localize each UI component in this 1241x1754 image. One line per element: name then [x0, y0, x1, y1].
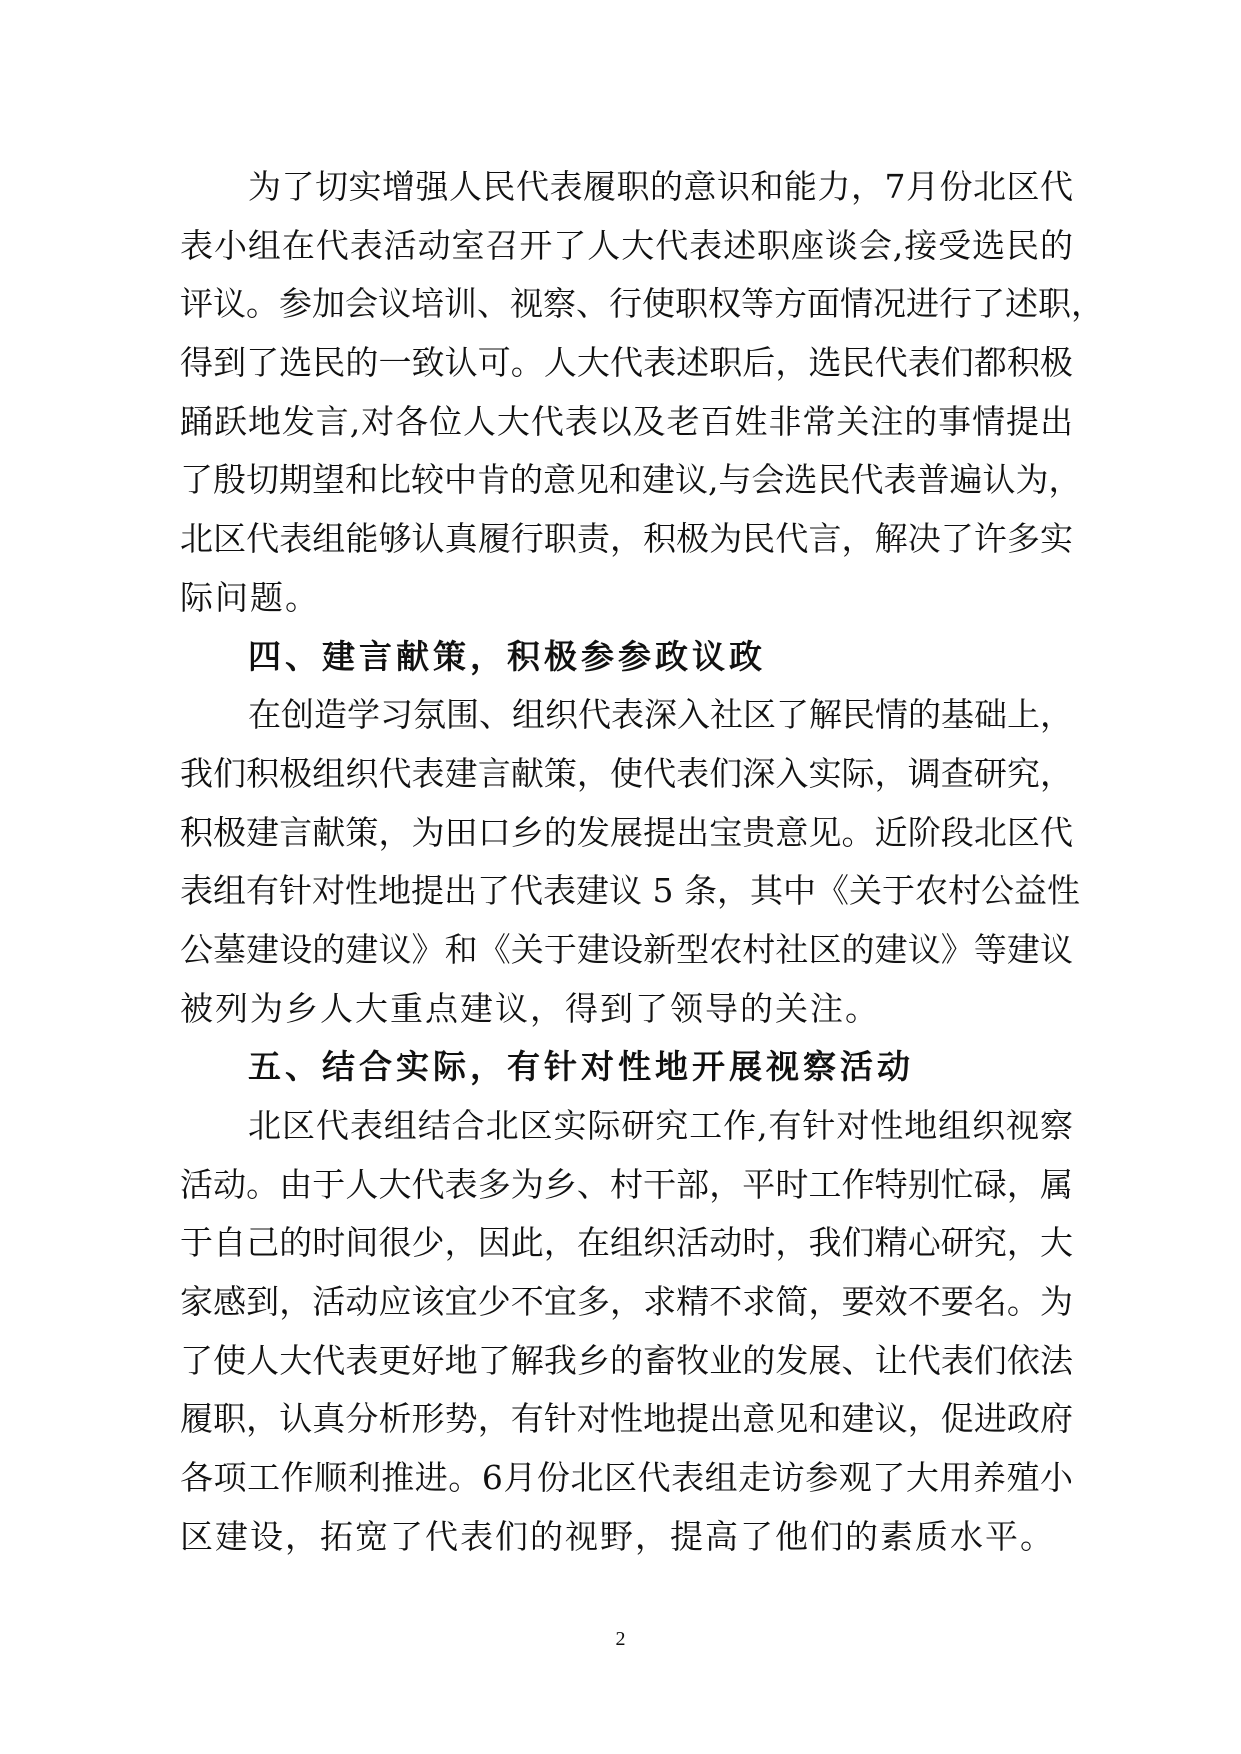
paragraph-line: 评议。参加会议培训、视察、行使职权等方面情况进行了述职， — [180, 284, 1104, 324]
page-number: 2 — [615, 1628, 626, 1650]
paragraph-line: 际问题。 — [180, 577, 320, 617]
paragraph-line: 公墓建设的建议》和《关于建设新型农村社区的建议》等建议 — [180, 929, 1073, 969]
paragraph-line: 北区代表组结合北区实际研究工作,有针对性地组织视察 — [248, 1106, 1073, 1145]
paragraph-line: 活动。由于人大代表多为乡、村干部，平时工作特别忙碌，属 — [180, 1164, 1073, 1204]
paragraph-line: 履职，认真分析形势，有针对性地提出意见和建议，促进政府 — [180, 1399, 1073, 1439]
document-body — [180, 158, 1104, 1567]
paragraph-line: 区建设，拓宽了代表们的视野，提高了他们的素质水平。 — [180, 1516, 1055, 1556]
paragraph-line: 为了切实增强人民代表履职的意识和能力，7月份北区代 — [248, 167, 1073, 206]
paragraph-line: 踊跃地发言,对各位人大代表以及老百姓非常关注的事情提出 — [180, 401, 1073, 441]
paragraph-line: 得到了选民的一致认可。人大代表述职后，选民代表们都积极 — [180, 343, 1073, 383]
paragraph-line: 各项工作顺利推进。6月份北区代表组走访参观了大用养殖小 — [180, 1458, 1073, 1498]
section-heading: 四、建言献策，积极参参政议政 — [248, 636, 766, 676]
paragraph-line: 表组有针对性地提出了代表建议 5 条，其中《关于农村公益性 — [180, 871, 1080, 911]
paragraph-line: 被列为乡人大重点建议，得到了领导的关注。 — [180, 988, 880, 1028]
paragraph-line: 我们积极组织代表建言献策，使代表们深入实际，调查研究， — [180, 753, 1073, 793]
paragraph-line: 在创造学习氛围、组织代表深入社区了解民情的基础上， — [248, 695, 1073, 735]
paragraph-line: 表小组在代表活动室召开了人大代表述职座谈会,接受选民的 — [180, 225, 1073, 265]
paragraph-line: 家感到，活动应该宜少不宜多，求精不求简，要效不要名。为 — [180, 1282, 1073, 1322]
paragraph-line: 了殷切期望和比较中肯的意见和建议,与会选民代表普遍认为， — [180, 460, 1082, 500]
paragraph-line: 北区代表组能够认真履行职责，积极为民代言，解决了许多实 — [180, 519, 1073, 559]
section-heading: 五、结合实际，有针对性地开展视察活动 — [248, 1047, 914, 1087]
paragraph-line: 积极建言献策，为田口乡的发展提出宝贵意见。近阶段北区代 — [180, 812, 1073, 852]
paragraph-line: 了使人大代表更好地了解我乡的畜牧业的发展、让代表们依法 — [180, 1340, 1073, 1380]
paragraph-line: 于自己的时间很少，因此，在组织活动时，我们精心研究，大 — [180, 1223, 1073, 1263]
